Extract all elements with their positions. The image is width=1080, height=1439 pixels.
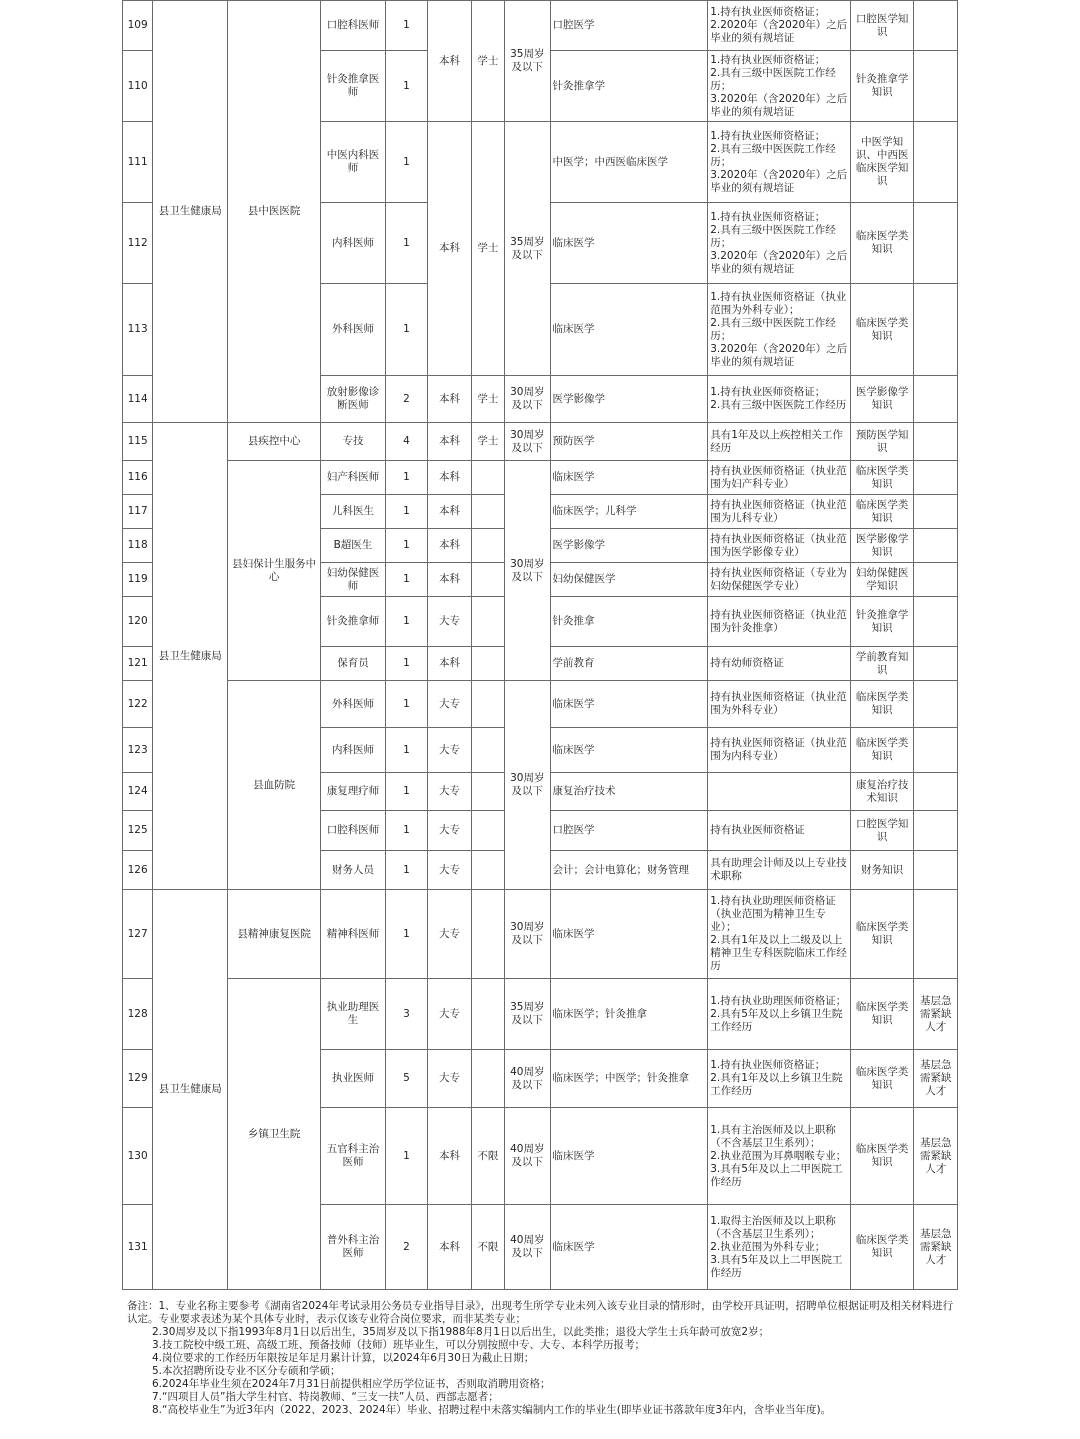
count-cell: 1 bbox=[385, 728, 427, 773]
row-number: 124 bbox=[123, 773, 153, 811]
degree-cell bbox=[471, 529, 504, 563]
exam-cell: 临床医学类知识 bbox=[850, 495, 914, 529]
row-number: 120 bbox=[123, 597, 153, 647]
row-number: 127 bbox=[123, 890, 153, 979]
exam-cell: 口腔医学知识 bbox=[850, 811, 914, 851]
degree-cell bbox=[471, 461, 504, 495]
table-row bbox=[123, 461, 958, 495]
note-cell bbox=[914, 597, 958, 647]
requirement-text: 1.持有执业医师资格证； 2.2020年（含2020年）之后毕业的须有规培证 bbox=[710, 6, 848, 44]
requirement-cell bbox=[708, 597, 851, 647]
row-number: 116 bbox=[123, 461, 153, 495]
row-number: 119 bbox=[123, 563, 153, 597]
exam-cell: 中医学知识、中西医临床医学知识 bbox=[850, 122, 914, 203]
post-cell: 内科医师 bbox=[321, 728, 386, 773]
post-cell: 口腔科医师 bbox=[321, 811, 386, 851]
degree-cell bbox=[471, 563, 504, 597]
row-number: 113 bbox=[123, 284, 153, 376]
note-cell bbox=[914, 811, 958, 851]
row-number: 130 bbox=[123, 1108, 153, 1205]
major-cell: 口腔医学 bbox=[550, 811, 708, 851]
post-cell: 放射影像诊断医师 bbox=[321, 376, 386, 423]
post-cell: 执业医师 bbox=[321, 1050, 386, 1108]
major-cell: 医学影像学 bbox=[550, 376, 708, 423]
requirement-text: 1.持有执业医师资格证； 2.具有三级中医医院工作经历； 3.2020年（含2020年）之后毕业的须有规培证 bbox=[710, 129, 848, 194]
remark-line: 3.技工院校中级工班、高级工班、预备技师（技师）班毕业生，可以分别按照中专、大专、本科学历报考； bbox=[152, 1339, 646, 1351]
requirement-text: 持有执业医师资格证（专业为妇幼保健医学专业） bbox=[710, 566, 847, 592]
exam-cell: 妇幼保健医学知识 bbox=[850, 563, 914, 597]
exam-cell: 临床医学类知识 bbox=[850, 1108, 914, 1205]
education-cell: 本科 bbox=[428, 563, 471, 597]
education-cell: 大专 bbox=[428, 597, 471, 647]
requirement-text: 具有1年及以上疾控相关工作经历 bbox=[710, 428, 843, 454]
degree-cell bbox=[471, 773, 504, 811]
degree-cell bbox=[471, 851, 504, 890]
org-cell: 县卫生健康局 bbox=[153, 890, 228, 1290]
degree-cell bbox=[471, 811, 504, 851]
requirement-cell bbox=[708, 122, 851, 203]
major-cell: 临床医学 bbox=[550, 890, 708, 979]
note-cell bbox=[914, 423, 958, 461]
education-cell: 大专 bbox=[428, 979, 471, 1050]
degree-cell bbox=[471, 495, 504, 529]
remark-line: 4.岗位要求的工作经历年限按足年足月累计计算，以2024年6月30日为截止日期； bbox=[152, 1352, 535, 1364]
count-cell: 1 bbox=[385, 647, 427, 681]
major-cell: 临床医学 bbox=[550, 203, 708, 284]
requirement-text: 1.持有执业医师资格证； 2.具有三级中医医院工作经历 bbox=[710, 386, 847, 411]
degree-cell: 学士 bbox=[471, 1, 504, 122]
row-number: 125 bbox=[123, 811, 153, 851]
remark-line: 2.30周岁及以下指1993年8月1日以后出生，35周岁及以下指1988年8月1日以后出生，以此类推；退役大学生士兵年龄可放宽2岁； bbox=[152, 1326, 770, 1338]
degree-cell bbox=[471, 979, 504, 1050]
major-cell: 中医学；中西医临床医学 bbox=[550, 122, 708, 203]
requirement-text: 1.持有执业医师资格证； 2.具有1年及以上乡镇卫生院工作经历 bbox=[710, 1059, 843, 1097]
exam-cell: 口腔医学知识 bbox=[850, 1, 914, 51]
row-number: 129 bbox=[123, 1050, 153, 1108]
count-cell: 1 bbox=[385, 811, 427, 851]
requirement-text: 1.取得主治医师及以上职称（不含基层卫生系列）； 2.执业范围为外科专业； 3.具有5年及以上二甲医院工作经历 bbox=[710, 1214, 843, 1279]
education-cell: 本科 bbox=[428, 122, 471, 376]
post-cell: 五官科主治医师 bbox=[321, 1108, 386, 1205]
requirement-text: 持有执业医师资格证（执业范围为儿科专业） bbox=[710, 498, 847, 524]
requirement-cell bbox=[708, 376, 851, 423]
note-cell bbox=[914, 376, 958, 423]
note-cell bbox=[914, 681, 958, 728]
age-cell: 35周岁及以下 bbox=[505, 1, 550, 122]
post-cell: 针灸推拿医师 bbox=[321, 51, 386, 122]
requirement-cell bbox=[708, 529, 851, 563]
post-cell: 中医内科医师 bbox=[321, 122, 386, 203]
requirement-cell bbox=[708, 51, 851, 122]
count-cell: 1 bbox=[385, 461, 427, 495]
major-cell: 会计；会计电算化；财务管理 bbox=[550, 851, 708, 890]
exam-cell: 临床医学类知识 bbox=[850, 1050, 914, 1108]
requirement-cell bbox=[708, 811, 851, 851]
post-cell: 内科医师 bbox=[321, 203, 386, 284]
post-cell: 口腔科医师 bbox=[321, 1, 386, 51]
remark-line: 6.2024年毕业生须在2024年7月31日前提供相应学历学位证书，否则取消聘用资格； bbox=[152, 1378, 551, 1390]
count-cell: 1 bbox=[385, 681, 427, 728]
requirement-cell bbox=[708, 728, 851, 773]
post-cell: 保育员 bbox=[321, 647, 386, 681]
unit-cell: 县疾控中心 bbox=[228, 423, 321, 461]
degree-cell: 不限 bbox=[471, 1108, 504, 1205]
major-cell: 预防医学 bbox=[550, 423, 708, 461]
education-cell: 本科 bbox=[428, 1205, 471, 1290]
note-cell bbox=[914, 284, 958, 376]
major-cell: 医学影像学 bbox=[550, 529, 708, 563]
note-cell: 基层急需紧缺人才 bbox=[914, 979, 958, 1050]
org-cell: 县卫生健康局 bbox=[153, 1, 228, 423]
post-cell: 财务人员 bbox=[321, 851, 386, 890]
requirement-text: 持有执业医师资格证 bbox=[710, 824, 805, 836]
row-number: 114 bbox=[123, 376, 153, 423]
row-number: 123 bbox=[123, 728, 153, 773]
exam-cell: 医学影像学知识 bbox=[850, 376, 914, 423]
major-cell: 临床医学 bbox=[550, 461, 708, 495]
exam-cell: 针灸推拿学知识 bbox=[850, 597, 914, 647]
remarks-section bbox=[127, 1300, 957, 1417]
major-cell: 临床医学 bbox=[550, 284, 708, 376]
table-row bbox=[123, 681, 958, 728]
post-cell: B超医生 bbox=[321, 529, 386, 563]
education-cell: 本科 bbox=[428, 1, 471, 122]
count-cell: 1 bbox=[385, 529, 427, 563]
org-cell: 县卫生健康局 bbox=[153, 423, 228, 890]
degree-cell bbox=[471, 597, 504, 647]
requirement-text: 1.持有执业助理医师资格证（执业范围为精神卫生专业）； 2.具有1年及以上二级及以上精神卫生专科医院临床工作经历 bbox=[710, 895, 847, 972]
requirement-cell bbox=[708, 495, 851, 529]
row-number: 126 bbox=[123, 851, 153, 890]
degree-cell: 学士 bbox=[471, 423, 504, 461]
exam-cell: 医学影像学知识 bbox=[850, 529, 914, 563]
post-cell: 妇产科医师 bbox=[321, 461, 386, 495]
requirement-cell bbox=[708, 681, 851, 728]
exam-cell: 临床医学类知识 bbox=[850, 681, 914, 728]
note-cell bbox=[914, 563, 958, 597]
row-number: 112 bbox=[123, 203, 153, 284]
recruitment-table-sheet bbox=[122, 0, 958, 1290]
exam-cell: 临床医学类知识 bbox=[850, 461, 914, 495]
count-cell: 5 bbox=[385, 1050, 427, 1108]
note-cell bbox=[914, 647, 958, 681]
education-cell: 大专 bbox=[428, 851, 471, 890]
requirement-text: 1.持有执业助理医师资格证； 2.具有5年及以上乡镇卫生院工作经历 bbox=[710, 994, 847, 1033]
requirement-cell bbox=[708, 284, 851, 376]
row-number: 121 bbox=[123, 647, 153, 681]
major-cell: 临床医学 bbox=[550, 1205, 708, 1290]
major-cell: 临床医学；中医学；针灸推拿 bbox=[550, 1050, 708, 1108]
exam-cell: 临床医学类知识 bbox=[850, 1205, 914, 1290]
note-cell bbox=[914, 529, 958, 563]
requirement-cell bbox=[708, 647, 851, 681]
major-cell: 临床医学；针灸推拿 bbox=[550, 979, 708, 1050]
education-cell: 大专 bbox=[428, 728, 471, 773]
unit-cell: 乡镇卫生院 bbox=[228, 979, 321, 1290]
count-cell: 2 bbox=[385, 1205, 427, 1290]
education-cell: 本科 bbox=[428, 376, 471, 423]
count-cell: 1 bbox=[385, 51, 427, 122]
unit-cell: 县中医医院 bbox=[228, 1, 321, 423]
post-cell: 外科医师 bbox=[321, 681, 386, 728]
requirement-text: 1.持有执业医师资格证（执业范围为外科专业）； 2.具有三级中医医院工作经历； 3.2020年（含2020年）之后毕业的须有规培证 bbox=[710, 290, 848, 368]
requirement-text: 持有执业医师资格证（执业范围为医学影像专业） bbox=[710, 532, 847, 558]
degree-cell bbox=[471, 647, 504, 681]
row-number: 115 bbox=[123, 423, 153, 461]
exam-cell: 临床医学类知识 bbox=[850, 979, 914, 1050]
note-cell bbox=[914, 495, 958, 529]
note-cell bbox=[914, 728, 958, 773]
note-cell: 基层急需紧缺人才 bbox=[914, 1108, 958, 1205]
note-cell bbox=[914, 773, 958, 811]
requirement-text: 持有幼师资格证 bbox=[710, 657, 784, 669]
note-cell bbox=[914, 851, 958, 890]
note-cell bbox=[914, 203, 958, 284]
table-row bbox=[123, 890, 958, 979]
exam-cell: 康复治疗技术知识 bbox=[850, 773, 914, 811]
requirement-cell bbox=[708, 979, 851, 1050]
post-cell: 精神科医师 bbox=[321, 890, 386, 979]
education-cell: 大专 bbox=[428, 773, 471, 811]
education-cell: 大专 bbox=[428, 811, 471, 851]
age-cell: 30周岁及以下 bbox=[505, 423, 550, 461]
education-cell: 本科 bbox=[428, 1108, 471, 1205]
degree-cell bbox=[471, 890, 504, 979]
education-cell: 大专 bbox=[428, 1050, 471, 1108]
requirement-text: 具有助理会计师及以上专业技术职称 bbox=[710, 857, 847, 882]
post-cell: 专技 bbox=[321, 423, 386, 461]
major-cell: 妇幼保健医学 bbox=[550, 563, 708, 597]
exam-cell: 临床医学类知识 bbox=[850, 890, 914, 979]
post-cell: 康复理疗师 bbox=[321, 773, 386, 811]
age-cell: 40周岁及以下 bbox=[505, 1108, 550, 1205]
note-cell bbox=[914, 1, 958, 51]
row-number: 109 bbox=[123, 1, 153, 51]
note-cell bbox=[914, 51, 958, 122]
requirement-cell bbox=[708, 890, 851, 979]
exam-cell: 财务知识 bbox=[850, 851, 914, 890]
remark-line: 备注：1、专业名称主要参考《湖南省2024年考试录用公务员专业指导目录》，出现考生所学专业未列入该专业目录的情形时，由学校开具证明，招聘单位根据证明及相关材料进行认定。专业要求表述为某个具体专业时，表示仅该专业符合岗位要求，而非某类专业； bbox=[127, 1300, 954, 1325]
requirement-text: 持有执业医师资格证（执业范围为外科专业） bbox=[710, 691, 847, 716]
requirement-cell bbox=[708, 773, 851, 811]
requirement-text: 持有执业医师资格证（执业范围为妇产科专业） bbox=[710, 464, 847, 490]
requirement-text: 持有执业医师资格证（执业范围为针灸推拿） bbox=[710, 608, 847, 634]
degree-cell bbox=[471, 681, 504, 728]
requirement-cell bbox=[708, 461, 851, 495]
requirement-cell bbox=[708, 423, 851, 461]
exam-cell: 临床医学类知识 bbox=[850, 728, 914, 773]
unit-cell: 县精神康复医院 bbox=[228, 890, 321, 979]
education-cell: 本科 bbox=[428, 423, 471, 461]
major-cell: 临床医学 bbox=[550, 681, 708, 728]
degree-cell bbox=[471, 1050, 504, 1108]
count-cell: 1 bbox=[385, 1, 427, 51]
requirement-text: 1.具有主治医师及以上职称（不含基层卫生系列）； 2.执业范围为耳鼻咽喉专业； 3.具有5年及以上二甲医院工作经历 bbox=[710, 1123, 847, 1188]
age-cell: 30周岁及以下 bbox=[505, 461, 550, 681]
exam-cell: 预防医学知识 bbox=[850, 423, 914, 461]
count-cell: 1 bbox=[385, 597, 427, 647]
recruitment-table bbox=[122, 0, 958, 1290]
count-cell: 1 bbox=[385, 122, 427, 203]
requirement-cell bbox=[708, 563, 851, 597]
major-cell: 口腔医学 bbox=[550, 1, 708, 51]
age-cell: 30周岁及以下 bbox=[505, 681, 550, 890]
degree-cell: 不限 bbox=[471, 1205, 504, 1290]
post-cell: 普外科主治医师 bbox=[321, 1205, 386, 1290]
count-cell: 1 bbox=[385, 203, 427, 284]
count-cell: 1 bbox=[385, 851, 427, 890]
degree-cell: 学士 bbox=[471, 122, 504, 376]
count-cell: 2 bbox=[385, 376, 427, 423]
remark-line: 7.“四项目人员”指大学生村官、特岗教师、“三支一扶”人员、西部志愿者； bbox=[152, 1391, 499, 1403]
age-cell: 30周岁及以下 bbox=[505, 376, 550, 423]
requirement-cell bbox=[708, 1205, 851, 1290]
count-cell: 1 bbox=[385, 284, 427, 376]
education-cell: 本科 bbox=[428, 495, 471, 529]
age-cell: 35周岁及以下 bbox=[505, 979, 550, 1050]
post-cell: 针灸推拿师 bbox=[321, 597, 386, 647]
row-number: 118 bbox=[123, 529, 153, 563]
row-number: 131 bbox=[123, 1205, 153, 1290]
exam-cell: 临床医学类知识 bbox=[850, 284, 914, 376]
row-number: 128 bbox=[123, 979, 153, 1050]
table-row bbox=[123, 1, 958, 51]
education-cell: 本科 bbox=[428, 529, 471, 563]
row-number: 122 bbox=[123, 681, 153, 728]
exam-cell: 学前教育知识 bbox=[850, 647, 914, 681]
education-cell: 本科 bbox=[428, 461, 471, 495]
requirement-cell bbox=[708, 203, 851, 284]
requirement-text: 1.持有执业医师资格证； 2.具有三级中医医院工作经历； 3.2020年（含2020年）之后毕业的须有规培证 bbox=[710, 53, 848, 118]
row-number: 111 bbox=[123, 122, 153, 203]
degree-cell bbox=[471, 728, 504, 773]
degree-cell: 学士 bbox=[471, 376, 504, 423]
row-number: 117 bbox=[123, 495, 153, 529]
note-cell: 基层急需紧缺人才 bbox=[914, 1205, 958, 1290]
count-cell: 4 bbox=[385, 423, 427, 461]
age-cell: 40周岁及以下 bbox=[505, 1205, 550, 1290]
note-cell bbox=[914, 461, 958, 495]
table-row bbox=[123, 423, 958, 461]
age-cell: 40周岁及以下 bbox=[505, 1050, 550, 1108]
requirement-cell bbox=[708, 1, 851, 51]
age-cell: 30周岁及以下 bbox=[505, 890, 550, 979]
age-cell: 35周岁及以下 bbox=[505, 122, 550, 376]
major-cell: 临床医学 bbox=[550, 728, 708, 773]
note-cell bbox=[914, 122, 958, 203]
major-cell: 针灸推拿学 bbox=[550, 51, 708, 122]
major-cell: 学前教育 bbox=[550, 647, 708, 681]
education-cell: 本科 bbox=[428, 647, 471, 681]
requirement-text: 1.持有执业医师资格证； 2.具有三级中医医院工作经历； 3.2020年（含2020年）之后毕业的须有规培证 bbox=[710, 210, 848, 275]
count-cell: 1 bbox=[385, 495, 427, 529]
count-cell: 1 bbox=[385, 773, 427, 811]
exam-cell: 针灸推拿学知识 bbox=[850, 51, 914, 122]
note-cell bbox=[914, 890, 958, 979]
count-cell: 3 bbox=[385, 979, 427, 1050]
requirement-cell bbox=[708, 1050, 851, 1108]
major-cell: 临床医学；儿科学 bbox=[550, 495, 708, 529]
unit-cell: 县血防院 bbox=[228, 681, 321, 890]
row-number: 110 bbox=[123, 51, 153, 122]
major-cell: 康复治疗技术 bbox=[550, 773, 708, 811]
education-cell: 大专 bbox=[428, 681, 471, 728]
requirement-cell bbox=[708, 851, 851, 890]
post-cell: 妇幼保健医师 bbox=[321, 563, 386, 597]
major-cell: 针灸推拿 bbox=[550, 597, 708, 647]
post-cell: 儿科医生 bbox=[321, 495, 386, 529]
unit-cell: 县妇保计生服务中心 bbox=[228, 461, 321, 681]
count-cell: 1 bbox=[385, 563, 427, 597]
remark-line: 5.本次招聘所设专业不区分专硕和学硕； bbox=[152, 1365, 341, 1377]
major-cell: 临床医学 bbox=[550, 1108, 708, 1205]
education-cell: 大专 bbox=[428, 890, 471, 979]
remark-line: 8.“高校毕业生”为近3年内（2022、2023、2024年）毕业、招聘过程中未落实编制内工作的毕业生(即毕业证书落款年度3年内，含毕业当年度)。 bbox=[152, 1404, 832, 1416]
post-cell: 执业助理医生 bbox=[321, 979, 386, 1050]
count-cell: 1 bbox=[385, 890, 427, 979]
exam-cell: 临床医学类知识 bbox=[850, 203, 914, 284]
count-cell: 1 bbox=[385, 1108, 427, 1205]
post-cell: 外科医师 bbox=[321, 284, 386, 376]
requirement-cell bbox=[708, 1108, 851, 1205]
note-cell: 基层急需紧缺人才 bbox=[914, 1050, 958, 1108]
table-row bbox=[123, 979, 958, 1050]
requirement-text: 持有执业医师资格证（执业范围为内科专业） bbox=[710, 737, 847, 762]
